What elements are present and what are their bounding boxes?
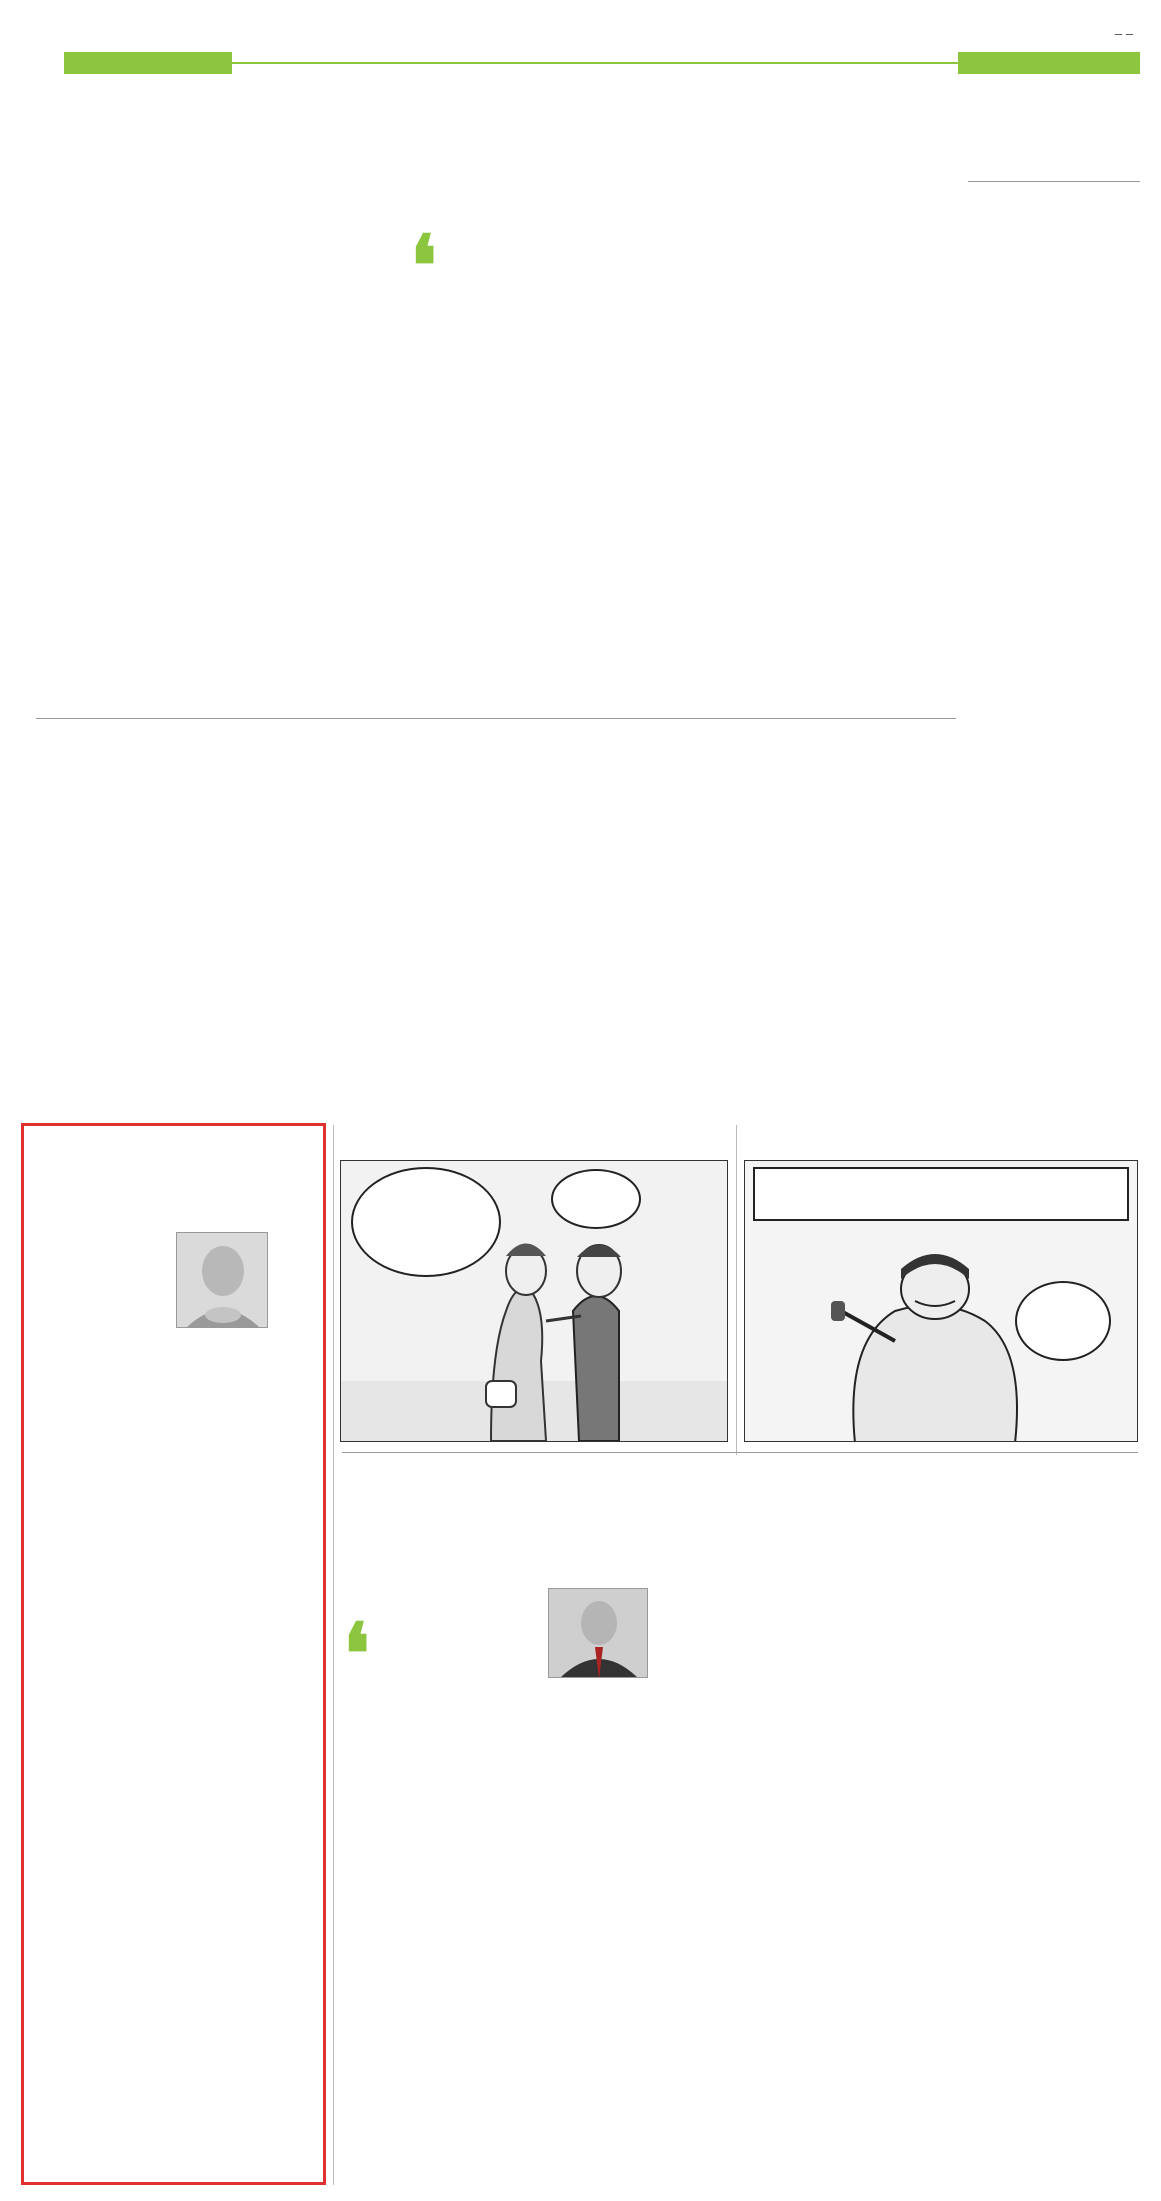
tecnologia-body — [36, 1338, 318, 2158]
left-tab — [64, 52, 232, 74]
cartoon1-bubble1 — [351, 1167, 501, 1277]
chapo-col2 — [226, 790, 406, 1090]
catalejo-rule — [342, 1452, 1138, 1453]
catalejo-col3 — [896, 1584, 1138, 2114]
quote-icon: ❛ — [410, 221, 438, 314]
cartoon1-bubble2 — [551, 1169, 641, 1229]
catalejo-col2 — [664, 1584, 884, 2184]
editorial-col3 — [408, 487, 582, 657]
editorial-col1-top — [112, 232, 212, 322]
section-rule — [36, 718, 956, 719]
masthead-rule — [968, 181, 1140, 182]
editorial-col1 — [40, 322, 212, 657]
editorial-col5 — [780, 232, 956, 642]
editorial-col2 — [224, 232, 396, 662]
catalejo-quote-icon: ❛ — [343, 1609, 371, 1702]
chapo-col3 — [416, 790, 596, 1090]
catalejo-col1 — [436, 1684, 652, 2184]
column-divider — [333, 1125, 334, 2185]
chapo-col1 — [36, 790, 216, 1090]
catalejo-author-photo — [548, 1588, 648, 1678]
cartoon2-caption — [753, 1167, 1129, 1221]
right-tab — [958, 52, 1140, 74]
author-photo — [176, 1232, 268, 1328]
header-rule — [232, 62, 958, 64]
cartoon-dieta — [340, 1160, 728, 1442]
chapo-col4 — [606, 742, 784, 1090]
cartoon-chapo — [744, 1160, 1138, 1442]
column-divider-2 — [736, 1125, 737, 1455]
header-dateline: – – — [1114, 26, 1133, 41]
editorial-col4 — [592, 232, 768, 662]
cartoon2-bubble — [1015, 1281, 1111, 1361]
